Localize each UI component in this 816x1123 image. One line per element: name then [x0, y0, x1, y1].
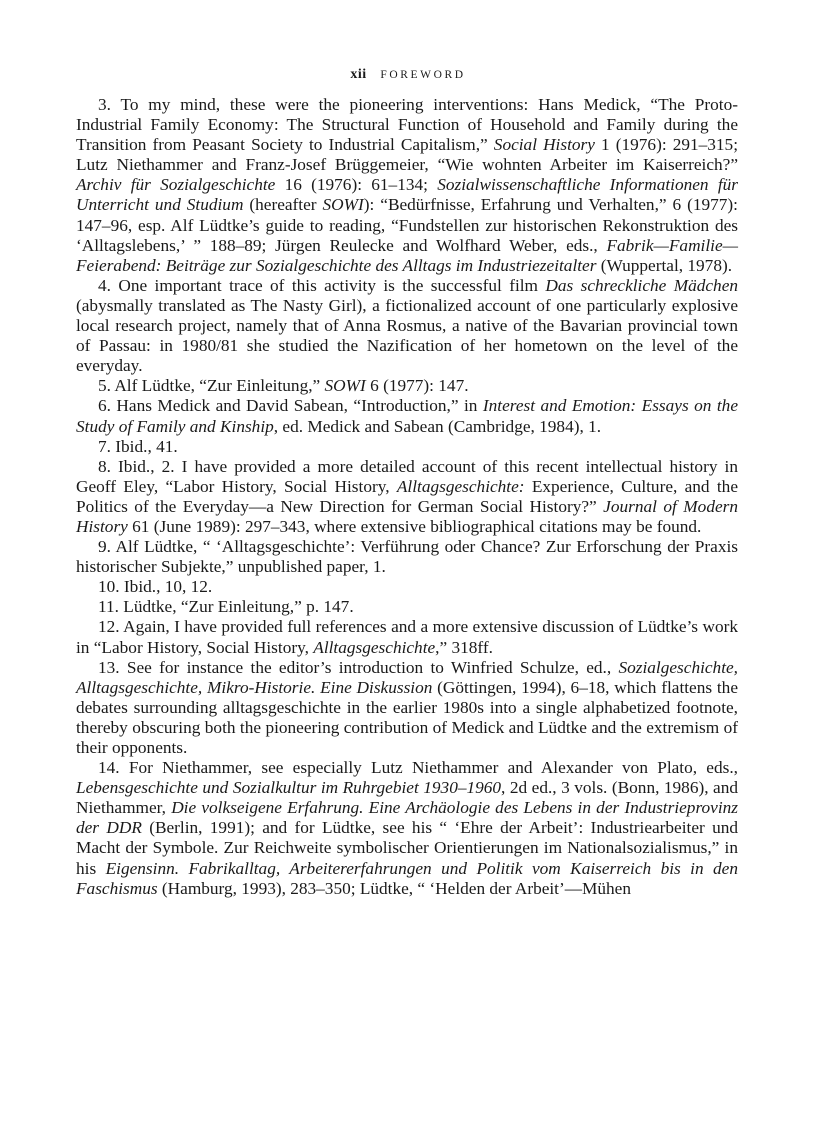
running-title: FOREWORD [380, 69, 466, 81]
footnote-text: 13. See for instance the editor’s introduction to Winfried Schulze, ed., [98, 657, 619, 677]
footnote-text: , ed. Medick and Sabean (Cambridge, 1984), 1. [273, 416, 602, 436]
footnote-italic-text: Sozialgeschichte, Alltagsgeschichte, Mikro-Historie. Eine Diskussion [76, 657, 738, 697]
footnote-italic-text: Fabrik—Familie—Feierabend: Beiträge zur Sozialgeschichte des Alltags im Industriezeitalter [76, 235, 738, 275]
footnote-text: 6 (1977): 147. [365, 376, 469, 396]
footnote-text: ): “Bedürfnisse, Erfahrung und Verhalten,” 6 (1977): 147–96, esp. Alf Lüdtke’s guide to reading, “Fundstellen zur historischen Rekonstruktion des ‘Alltagslebens,’ ” 188–89; Jürgen Reulecke and Wolfhard Weber, eds., [76, 195, 738, 255]
footnote-text: 4. One important trace of this activity is the successful film [98, 275, 546, 295]
footnote-italic-text: Die volkseigene Erfahrung. Eine Archäologie des Lebens in der Industrieprovinz der DDR [76, 798, 739, 838]
footnote [76, 276, 738, 376]
footnote-text: ,” 318ff. [435, 637, 493, 657]
footnote-italic-text: SOWI [324, 376, 366, 396]
footnote-text: (Wuppertal, 1978). [596, 255, 733, 275]
footnote-italic-text: Sozialwissenschaftliche Informationen für Unterricht und Studium [76, 175, 738, 215]
footnote-italic-text: Journal of Modern History [76, 496, 738, 536]
footnote-text: (Göttingen, 1994), 6–18, which flattens the debates surrounding alltagsgeschichte in the earlier 1980s into a single alphabetized footnote, thereby obscuring both the pioneering contribution of Medick and Lüdtke and the extremism of their opponents. [76, 677, 738, 757]
running-header [0, 66, 816, 83]
footnote-text: 10. Ibid., 10, 12. [98, 577, 213, 597]
footnote-text: (hereafter [243, 195, 323, 215]
footnote-italic-text: Lebensgeschichte und Sozialkultur im Ruhrgebiet 1930–1960 [76, 778, 502, 798]
footnote-text: 16 (1976): 61–134; [275, 175, 438, 195]
footnote-text: (abysmally translated as The Nasty Girl), a fictionalized account of one particularly explosive local research project, namely that of Anna Rosmus, a native of the Bavarian provincial town of Passau: in 1980/81 she studied the Nazification of her hometown on the level of the everyday. [76, 295, 738, 376]
footnote-italic-text: Eigensinn. Fabrikalltag, Arbeitererfahrungen und Politik vom Kaiserreich bis in den Faschismus [76, 858, 738, 898]
footnote-text: 3. To my mind, these were the pioneering interventions: Hans Medick, “The Proto-Industrial Family Economy: The Structural Function of Household and Family during the Transition from Peasant Society to Industrial Capitalism,” [76, 95, 738, 155]
footnote-text: 61 (June 1989): 297–343, where extensive bibliographical citations may be found. [127, 516, 702, 536]
footnote-text: 8. Ibid., 2. I have provided a more detailed account of this recent intellectual history in Geoff Eley, “Labor History, Social History, [76, 456, 738, 496]
footnote-text: 5. Alf Lüdtke, “Zur Einleitung,” [98, 376, 325, 396]
footnote-text: 14. For Niethammer, see especially Lutz Niethammer and Alexander von Plato, eds., [98, 758, 738, 778]
footnote [76, 457, 738, 537]
footnote-text: 6. Hans Medick and David Sabean, “Introduction,” in [98, 396, 483, 416]
footnote-text: 7. Ibid., 41. [98, 436, 178, 456]
footnote [76, 376, 738, 396]
footnote [76, 577, 738, 597]
footnote-text: (Berlin, 1991); and for Lüdtke, see his “ ‘Ehre der Arbeit’: Industriearbeiter und Macht der Symbole. Zur Reichweite symbolischer Orientierungen im Nationalsozialismus,” in his [76, 818, 738, 878]
footnote [76, 396, 738, 436]
page-number: xii [350, 67, 367, 82]
footnote [76, 95, 738, 276]
footnote-text: 1 (1976): 291–315; Lutz Niethammer and Franz-Josef Brüggemeier, “Wie wohnten Arbeiter im Kaiserreich?” [76, 135, 738, 175]
footnote-italic-text: Archiv für Sozialgeschichte [76, 175, 276, 195]
footnote [76, 597, 738, 617]
footnote-text: (Hamburg, 1993), 283–350; Lüdtke, “ ‘Helden der Arbeit’—Mühen [157, 878, 631, 898]
footnote-text: Experience, Culture, and the Politics of the Everyday—a New Direction for German Social History?” [76, 476, 738, 516]
footnote-text: 11. Lüdtke, “Zur Einleitung,” p. 147. [98, 597, 354, 617]
footnote-text: 12. Again, I have provided full references and a more extensive discussion of Lüdtke’s work in “Labor History, Social History, [76, 617, 738, 657]
footnote-italic-text: Social History [493, 135, 595, 155]
footnote-text: , 2d ed., 3 vols. (Bonn, 1986), and Niethammer, [76, 778, 738, 818]
footnote [76, 758, 738, 899]
footnotes-body [76, 95, 738, 899]
footnote-italic-text: Alltagsgeschichte: [396, 476, 525, 496]
footnote-italic-text: SOWI [322, 195, 364, 215]
footnote [76, 437, 738, 457]
footnote [76, 658, 738, 758]
footnote-text: 9. Alf Lüdtke, “ ‘Alltagsgeschichte’: Verführung oder Chance? Zur Erforschung der Praxis historischer Subjekte,” unpublished paper, 1. [76, 537, 738, 577]
footnote [76, 617, 738, 657]
footnote-italic-text: Alltagsgeschichte [313, 637, 436, 657]
footnote-italic-text: Interest and Emotion: Essays on the Study of Family and Kinship [76, 396, 738, 436]
footnote [76, 537, 738, 577]
footnote-italic-text: Das schreckliche Mädchen [545, 275, 738, 295]
